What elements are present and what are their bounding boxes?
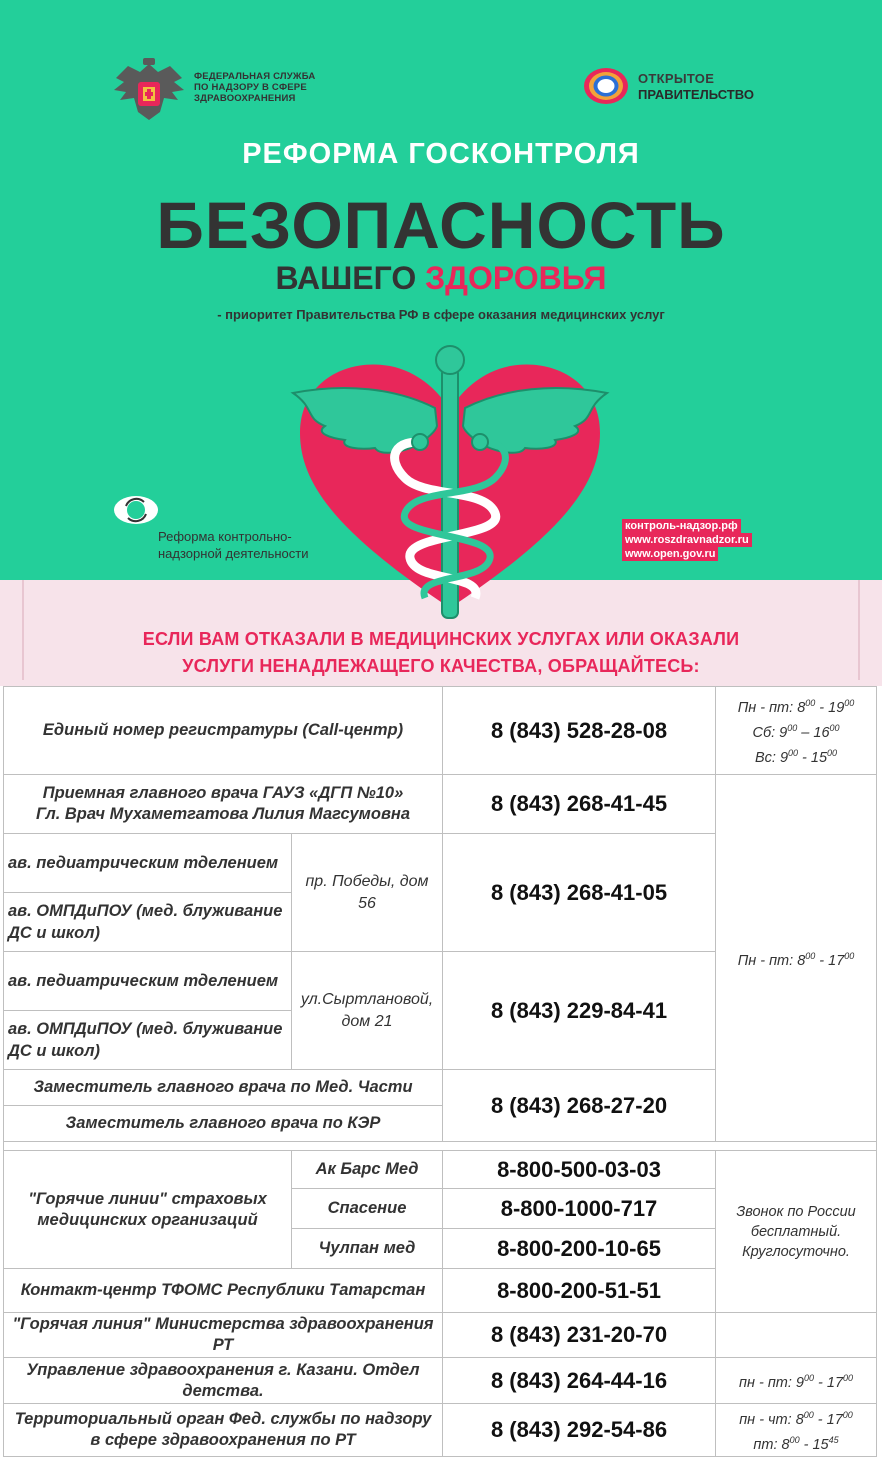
poster [0, 0, 888, 686]
headline-safety: БЕЗОПАСНОСТЬ [156, 188, 726, 262]
link-open-gov[interactable]: www.open.gov.ru [622, 547, 718, 561]
insurer-name: Чулпан мед [292, 1229, 443, 1269]
branch2-address: ул.Сыртлановой, дом 21 [292, 952, 443, 1070]
insurer-phone[interactable]: 8-800-500-03-03 [443, 1151, 716, 1189]
branch1-address: пр. Победы, дом 56 [292, 834, 443, 952]
registry-label: Единый номер регистратуры (Call-центр) [4, 687, 443, 775]
branch2-dept-schools: ав. ОМПДиПОУ (мед. блуживание ДС и школ) [4, 1011, 292, 1070]
insurer-name: Ак Барс Мед [292, 1151, 443, 1189]
russian-emblem-icon [110, 58, 188, 124]
contacts-table [3, 686, 877, 1457]
headline-health [0, 258, 882, 298]
tfoms-phone[interactable]: 8-800-200-51-51 [443, 1269, 716, 1313]
ministry-label: "Горячая линия" Министерства здравоохранения РТ [4, 1313, 443, 1358]
branch1-dept-schools: ав. ОМПДиПОУ (мед. блуживание ДС и школ) [4, 893, 292, 952]
agency-name: ФЕДЕРАЛЬНАЯ СЛУЖБА ПО НАДЗОРУ В СФЕРЕ ЗДРАВООХРАНЕНИЯ [194, 71, 316, 104]
table-row [4, 687, 877, 775]
call-to-action: ЕСЛИ ВАМ ОТКАЗАЛИ В МЕДИЦИНСКИХ УСЛУГАХ ИЛИ ОКАЗАЛИ УСЛУГИ НЕНАДЛЕЖАЩЕГО КАЧЕСТВА, ОБРАЩАЙТЕСЬ: [142, 629, 740, 676]
open-government-name: ОТКРЫТОЕ ПРАВИТЕЛЬСТВО [638, 71, 754, 102]
table-row [4, 1404, 877, 1457]
insurer-name: Спасение [292, 1189, 443, 1229]
city-phone[interactable]: 8 (843) 264-44-16 [443, 1358, 716, 1404]
link-roszdravnadzor[interactable]: www.roszdravnadzor.ru [622, 533, 752, 547]
deputies-phone[interactable]: 8 (843) 268-27-20 [443, 1070, 716, 1142]
table-row [4, 1151, 877, 1189]
city-label: Управление здравоохранения г. Казани. Отдел детства. [4, 1358, 443, 1404]
table-row [4, 775, 877, 834]
branch1-dept-pediatric: ав. педиатрическим тделением [4, 834, 292, 893]
table-row [4, 1313, 877, 1358]
open-government-logo-icon [582, 66, 630, 106]
table-separator [4, 1142, 877, 1151]
insurer-phone[interactable]: 8-800-1000-717 [443, 1189, 716, 1229]
registry-phone[interactable]: 8 (843) 528-28-08 [443, 687, 716, 775]
chief-phone[interactable]: 8 (843) 268-41-45 [443, 775, 716, 834]
reform-label: Реформа контрольно- надзорной деятельности [158, 529, 309, 561]
tfoms-label: Контакт-центр ТФОМС Республики Татарстан [4, 1269, 443, 1313]
poster-links [622, 519, 752, 561]
empty-cell [716, 1313, 877, 1358]
headline-health-word2: ЗДОРОВЬЯ [425, 260, 607, 296]
federal-hours: пн - чт: $8^{00} - 17^{00}$ пт: $8^{00} - 15^{45}$ [716, 1404, 877, 1457]
branch2-phone[interactable]: 8 (843) 229-84-41 [443, 952, 716, 1070]
branch1-phone[interactable]: 8 (843) 268-41-05 [443, 834, 716, 952]
insurer-phone[interactable]: 8-800-200-10-65 [443, 1229, 716, 1269]
hotlines-label: "Горячие линии" страховых медицинских организаций [4, 1151, 292, 1269]
heart-caduceus-illustration [285, 338, 615, 628]
branch2-dept-pediatric: ав. педиатрическим тделением [4, 952, 292, 1011]
federal-label: Территориальный орган Фед. службы по надзору в сфере здравоохранения по РТ [4, 1404, 443, 1457]
deputy-ker-label: Заместитель главного врача по КЭР [4, 1106, 443, 1142]
table-row [4, 1358, 877, 1404]
city-hours: пн - пт: $9^{00} - 17^{00}$ [716, 1358, 877, 1404]
chief-label: Приемная главного врача ГАУЗ «ДГП №10» Гл. Врач Мухаметгатова Лилия Магсумовна [4, 775, 443, 834]
eye-cycle-icon [112, 492, 160, 528]
headline-reform: РЕФОРМА ГОСКОНТРОЛЯ [242, 138, 640, 170]
poster-subtitle: - приоритет Правительства РФ в сфере оказания медицинских услуг [217, 307, 665, 322]
deputy-med-label: Заместитель главного врача по Мед. Части [4, 1070, 443, 1106]
hotlines-note: Звонок по России бесплатный. Круглосуточно. [716, 1151, 877, 1313]
federal-phone[interactable]: 8 (843) 292-54-86 [443, 1404, 716, 1457]
registry-hours: Пн - пт: $8^{00} - 19^{00}$ Сб: $9^{00} - 16^{00}$ Вс: $9^{00} - 15^{00}$ [716, 687, 877, 775]
headline-health-word1: ВАШЕГО [275, 260, 417, 296]
ministry-phone[interactable]: 8 (843) 231-20-70 [443, 1313, 716, 1358]
common-hours: Пн - пт: $8^{00} - 17^{00}$ [716, 775, 877, 1142]
link-kontrol-nadzor[interactable]: контроль-надзор.рф [622, 519, 741, 533]
